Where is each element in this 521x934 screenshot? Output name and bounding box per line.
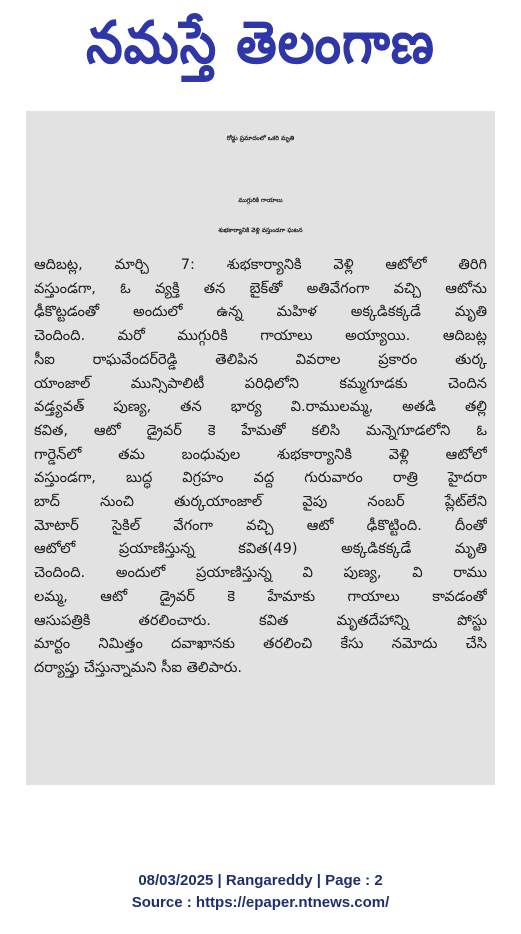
- body-line: వస్తుండగా, ఓ వ్యక్తి తన బైక్‌తో అతివేగంగా వచ్చి ఆటోను: [34, 279, 487, 297]
- edition-info: 08/03/2025 | Rangareddy | Page : 2: [138, 872, 383, 889]
- body-line: చెందింది. అందులో ప్రయాణిస్తున్న వి పుణ్య, వి రాము: [34, 564, 487, 582]
- body-line: చెందింది. మరో ముగ్గురికి గాయాలు అయ్యాయి. ఆదిబట్ల: [34, 327, 487, 345]
- body-line: ఆటోలో ప్రయాణిస్తున్న కవిత(49) అక్కడికక్కడే మృతి: [34, 540, 487, 558]
- article-body: [34, 253, 487, 680]
- body-line: దర్యాప్తు చేస్తున్నామని సీఐ తెలిపారు.: [34, 658, 243, 676]
- masthead: [0, 0, 521, 100]
- body-line: మార్టం నిమిత్తం దవాఖానకు తరలించి కేసు నమోదు చేసి: [34, 635, 487, 653]
- body-line: బాద్ నుంచి తుర్కయాంజాల్ వైపు నంబర్ ప్లేట్‌లేని: [34, 493, 487, 511]
- body-line: ఢీకొట్టడంతో అందులో ఉన్న మహిళ అక్కడికక్కడే మృతి: [34, 303, 487, 321]
- body-line: కవిత, ఆటో డ్రైవర్ కె హేమతో కలిసి మన్నెగూడలోని ఓ: [34, 421, 487, 439]
- body-line: సీఐ రాఘవేందర్‌రెడ్డి తెలిపిన వివరాల ప్రకారం తుర్క: [34, 350, 487, 368]
- article-subhead-1: ముగ్గురికి గాయాలు: [238, 197, 283, 204]
- body-line: వస్తుండగా, బుద్ధ విగ్రహం వద్ద గురువారం రాత్రి హైదరా: [34, 469, 487, 487]
- body-line: గార్డెన్‌లో తమ బంధువుల శుభకార్యానికి వెళ్లి ఆటోలో: [34, 445, 487, 463]
- body-line: ఆసుపత్రికి తరలించారు. కవిత మృతదేహాన్ని పోస్టు: [34, 611, 487, 629]
- body-line: వడ్త్యవత్ పుణ్య, తన భార్య వి.రాములమ్మ, అతడి తల్లి: [34, 398, 487, 416]
- newspaper-title: నమస్తే తెలంగాణ: [86, 9, 435, 77]
- body-line: యాంజాల్ మున్సిపాలిటీ పరిధిలోని కమ్మగూడకు చెందిన: [34, 374, 487, 392]
- body-line: లమ్మ, ఆటో డ్రైవర్ కె హేమాకు గాయాలు కావడంతో: [34, 587, 487, 605]
- body-line: మోటార్ సైకిల్ వేగంగా వచ్చి ఆటో ఢీకొట్టింది. దీంతో: [34, 516, 487, 534]
- source-link[interactable]: Source : https://epaper.ntnews.com/: [131, 894, 390, 911]
- article-headline: రోడ్డు ప్రమాదంలో ఒకరి మృతి: [226, 135, 295, 142]
- article-subhead-2: శుభకార్యానికి వెళ్లి వస్తుండగా ఘటన: [218, 227, 303, 234]
- news-article: [26, 111, 495, 785]
- body-line: ఆదిబట్ల, మార్చి 7: శుభకార్యానికి వెళ్లి ఆటోలో తిరిగి: [34, 256, 487, 273]
